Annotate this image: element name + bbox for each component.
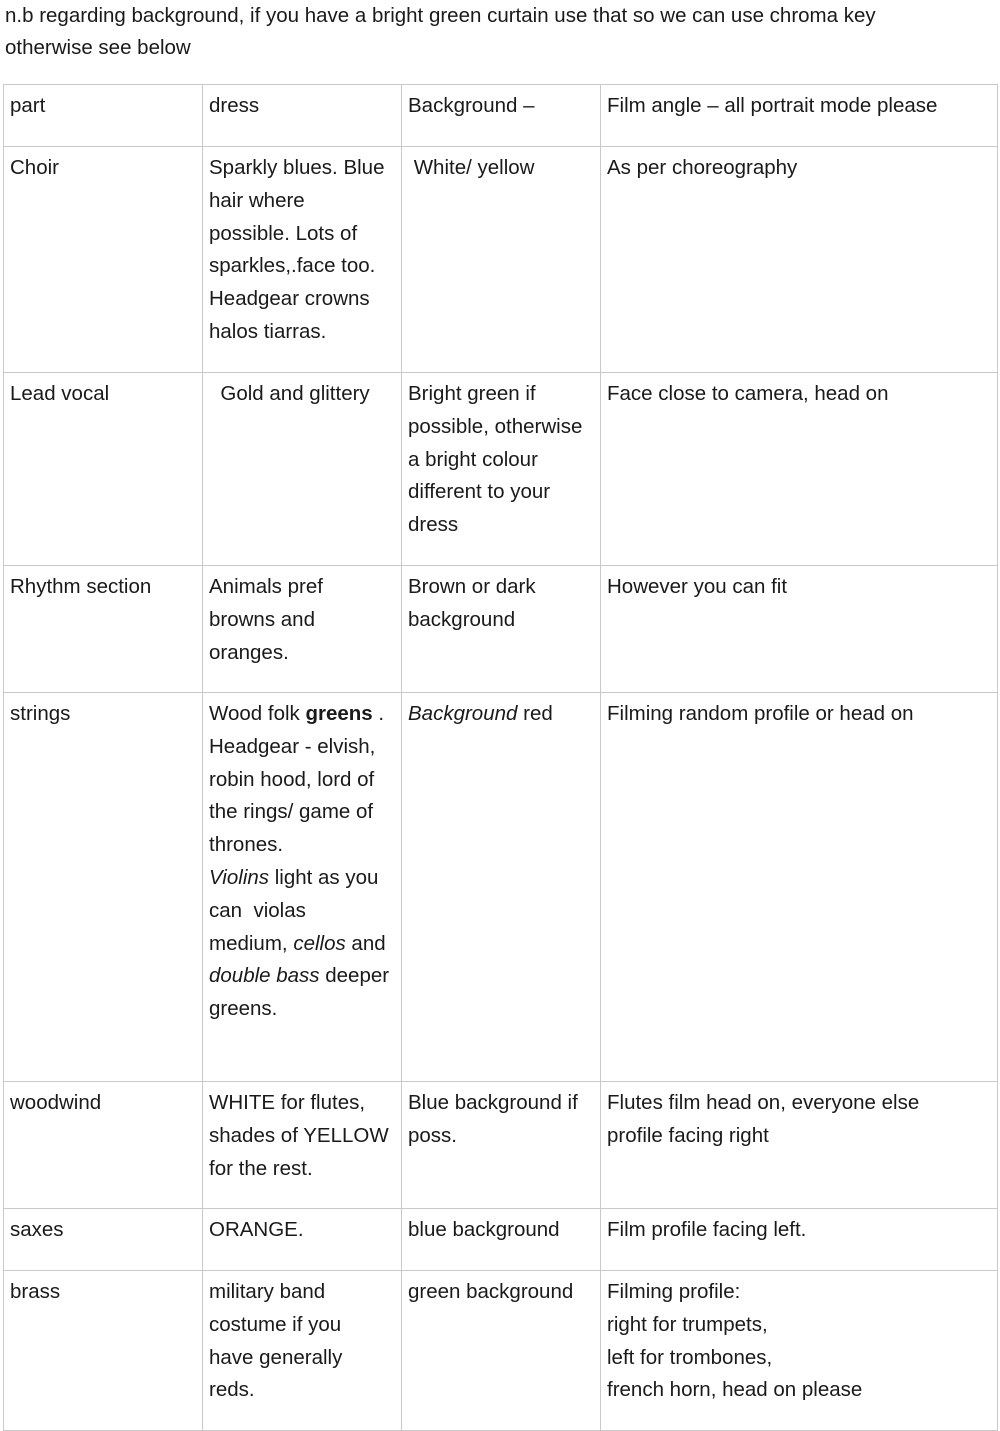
- cell-dress: WHITE for flutes, shades of YELLOW for the rest.: [203, 1082, 402, 1209]
- cell-background: green background: [402, 1271, 601, 1431]
- cell-background: White/ yellow: [402, 147, 601, 373]
- cell-background: Bright green if possible, otherwise a bright colour different to your dress: [402, 373, 601, 566]
- cell-background: blue background: [402, 1209, 601, 1271]
- table-row-woodwind: [4, 1082, 998, 1209]
- table-header-row: [4, 85, 998, 147]
- header-film-angle: Film angle – all portrait mode please: [601, 85, 998, 147]
- cell-dress: Gold and glittery: [203, 373, 402, 566]
- header-background: Background –: [402, 85, 601, 147]
- table-row-saxes: [4, 1209, 998, 1271]
- cell-background: Brown or dark background: [402, 566, 601, 693]
- intro-line-2: otherwise see below: [5, 36, 191, 59]
- header-dress: dress: [203, 85, 402, 147]
- cell-film-angle: However you can fit: [601, 566, 998, 693]
- cell-dress: Animals pref browns and oranges.: [203, 566, 402, 693]
- cell-film-angle: As per choreography: [601, 147, 998, 373]
- table-row-strings: [4, 693, 998, 1082]
- cell-part: strings: [4, 693, 203, 1082]
- cell-dress: ORANGE.: [203, 1209, 402, 1271]
- cell-part: brass: [4, 1271, 203, 1431]
- cell-part: saxes: [4, 1209, 203, 1271]
- cell-film-angle: Film profile facing left.: [601, 1209, 998, 1271]
- intro-line-1: n.b regarding background, if you have a bright green curtain use that so we can use chroma key: [5, 4, 876, 27]
- cell-part: Choir: [4, 147, 203, 373]
- cell-dress: Sparkly blues. Blue hair where possible. Lots of sparkles,.face too. Headgear crowns halos tiarras.: [203, 147, 402, 373]
- table-row-choir: [4, 147, 998, 373]
- table-row-rhythm-section: [4, 566, 998, 693]
- cell-dress: Wood folk greens . Headgear - elvish, robin hood, lord of the rings/ game of thrones. Violins light as you can violas medium, cellos and double bass deeper greens.: [203, 693, 402, 1082]
- cell-part: woodwind: [4, 1082, 203, 1209]
- costume-table: [3, 84, 998, 1431]
- table-row-lead-vocal: [4, 373, 998, 566]
- cell-background: Background red: [402, 693, 601, 1082]
- cell-dress: military band costume if you have generally reds.: [203, 1271, 402, 1431]
- cell-film-angle: Flutes film head on, everyone else profile facing right: [601, 1082, 998, 1209]
- intro-note: [5, 0, 995, 64]
- cell-part: Lead vocal: [4, 373, 203, 566]
- cell-background: Blue background if poss.: [402, 1082, 601, 1209]
- cell-film-angle: Filming profile: right for trumpets, left for trombones, french horn, head on please: [601, 1271, 998, 1431]
- header-part: part: [4, 85, 203, 147]
- cell-film-angle: Face close to camera, head on: [601, 373, 998, 566]
- cell-film-angle: Filming random profile or head on: [601, 693, 998, 1082]
- table-row-brass: [4, 1271, 998, 1431]
- cell-part: Rhythm section: [4, 566, 203, 693]
